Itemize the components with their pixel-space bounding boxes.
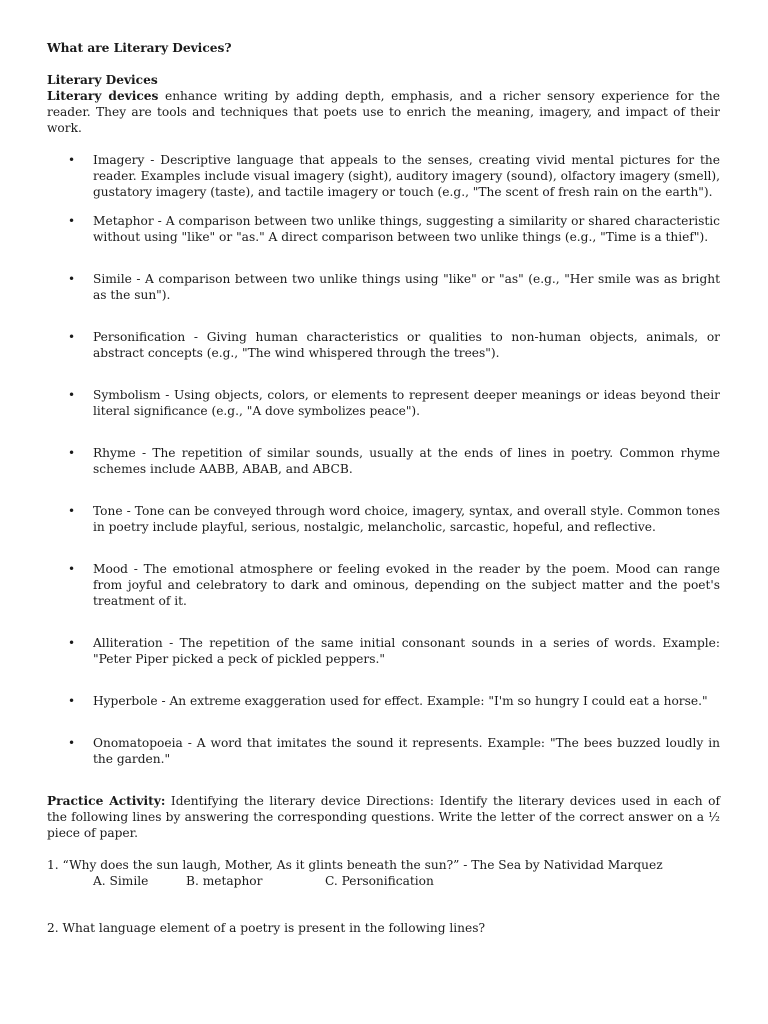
list-item-simile: [47, 271, 720, 303]
list-item-text: Alliteration - The repetition of the same initial consonant sounds in a series of words. Example: "Peter Piper picked a peck of pickled peppers.": [93, 636, 720, 666]
question-2: [47, 920, 720, 936]
list-item-mood: [47, 561, 720, 609]
list-item-tone: [47, 503, 720, 535]
bullet-icon: •: [68, 694, 76, 708]
list-item-onomatopoeia: [47, 735, 720, 767]
list-item-hyperbole: [47, 693, 720, 709]
choice-c: C. Personification: [325, 874, 434, 888]
bullet-icon: •: [68, 504, 76, 518]
list-item-text: Symbolism - Using objects, colors, or elements to represent deeper meanings or ideas beyond their literal significance (e.g., "A dove symbolizes peace").: [93, 388, 720, 418]
list-item-imagery: [47, 152, 720, 200]
bullet-icon: •: [68, 214, 76, 228]
list-item-text: Metaphor - A comparison between two unlike things, suggesting a similarity or shared characteristic without using "like" or "as." A direct comparison between two unlike things (e.g., "Time is a thief").: [93, 214, 720, 244]
document-title: What are Literary Devices?: [47, 41, 232, 55]
list-item-symbolism: [47, 387, 720, 419]
intro-paragraph: [47, 88, 720, 136]
practice-activity-text: Identifying the literary device Directions: Identify the literary devices used in each of the following lines by answering the corresponding questions. Write the letter of the correct answer on a ½ piece of paper.: [47, 794, 721, 840]
list-item-text: Hyperbole - An extreme exaggeration used for effect. Example: "I'm so hungry I could eat a horse.": [93, 694, 708, 708]
document-page: [47, 40, 720, 936]
list-item-text: Rhyme - The repetition of similar sounds, usually at the ends of lines in poetry. Common rhyme schemes include AABB, ABAB, and ABCB.: [93, 446, 720, 476]
bullet-icon: •: [68, 562, 76, 576]
list-item-text: Onomatopoeia - A word that imitates the sound it represents. Example: "The bees buzzed loudly in the garden.": [93, 736, 720, 766]
question-1: [47, 857, 720, 889]
list-item-text: Imagery - Descriptive language that appeals to the senses, creating vivid mental pictures for the reader. Examples include visual imagery (sight), auditory imagery (sound), olfactory imagery (smell), gustatory imagery (taste), and tactile imagery or touch (e.g., "The scent of fresh rain on the earth").: [93, 153, 720, 199]
list-item-rhyme: [47, 445, 720, 477]
bullet-icon: •: [68, 153, 76, 167]
question-1-choices: [47, 873, 720, 889]
list-item-text: Simile - A comparison between two unlike things using "like" or "as" (e.g., "Her smile was as bright as the sun").: [93, 272, 720, 302]
list-item-text: Personification - Giving human characteristics or qualities to non-human objects, animals, or abstract concepts (e.g., "The wind whispered through the trees").: [93, 330, 720, 360]
list-item-text: Mood - The emotional atmosphere or feeling evoked in the reader by the poem. Mood can range from joyful and celebratory to dark and ominous, depending on the subject matter and the poet's treatment of it.: [93, 562, 720, 608]
section-heading: Literary Devices: [47, 73, 158, 87]
choice-b: B. metaphor: [186, 874, 263, 888]
intro-text: enhance writing by adding depth, emphasis, and a richer sensory experience for the reader. They are tools and techniques that poets use to enrich the meaning, imagery, and impact of their work.: [47, 89, 720, 135]
bullet-icon: •: [68, 446, 76, 460]
bullet-icon: •: [68, 330, 76, 344]
choice-a: A. Simile: [93, 874, 149, 888]
literary-devices-list: [47, 152, 720, 767]
question-2-text: 2. What language element of a poetry is present in the following lines?: [47, 921, 486, 935]
list-item-metaphor: [47, 213, 720, 245]
bullet-icon: •: [68, 388, 76, 402]
list-item-alliteration: [47, 635, 720, 667]
bullet-icon: •: [68, 636, 76, 650]
list-item-personification: [47, 329, 720, 361]
bullet-icon: •: [68, 736, 76, 750]
question-1-text: 1. “Why does the sun laugh, Mother, As it glints beneath the sun?” - The Sea by Natividad Marquez: [47, 858, 663, 872]
intro-bold-term: Literary devices: [47, 89, 159, 103]
bullet-icon: •: [68, 272, 76, 286]
practice-activity-label: Practice Activity:: [47, 794, 166, 808]
list-item-text: Tone - Tone can be conveyed through word choice, imagery, syntax, and overall style. Common tones in poetry include playful, serious, nostalgic, melancholic, sarcastic, hopeful, and reflective.: [93, 504, 720, 534]
practice-activity-paragraph: [47, 793, 720, 841]
